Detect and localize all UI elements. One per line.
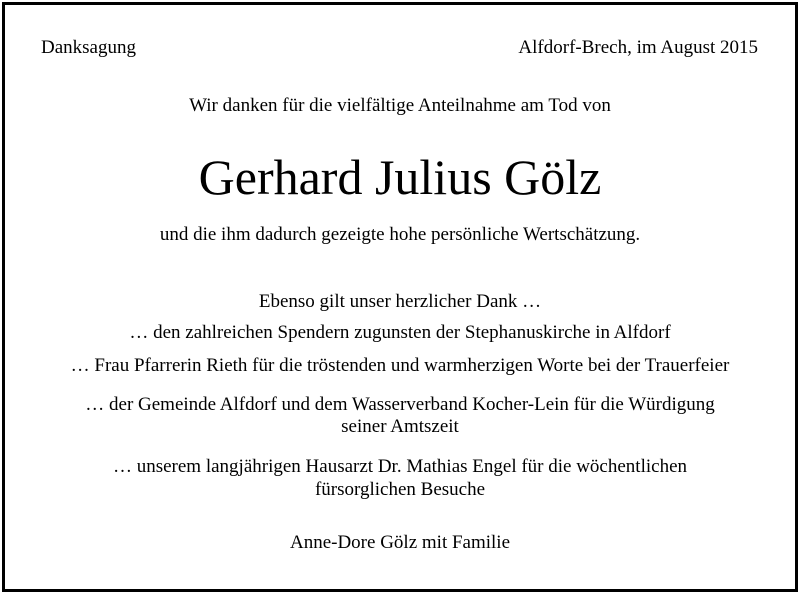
- thanks-intro: Ebenso gilt unser herzlicher Dank …: [258, 291, 542, 312]
- signature: Anne-Dore Gölz mit Familie: [289, 532, 511, 553]
- obituary-thank-you-notice: [2, 2, 798, 592]
- place-date: Alfdorf-Brech, im August 2015: [518, 37, 758, 58]
- intro-text: Wir danken für die vielfältige Anteilnahme am Tod von: [189, 95, 611, 116]
- thanks-item-pastor: … Frau Pfarrerin Rieth für die tröstenden und warmherzigen Worte bei der Trauerfeier: [70, 355, 730, 376]
- thanks-item-doctor-line-2: fürsorglichen Besuche: [314, 479, 486, 500]
- notice-heading: Danksagung: [41, 37, 136, 58]
- thanks-item-municipality-line-2: seiner Amtszeit: [341, 416, 459, 437]
- thanks-item-doctor-line-1: … unserem langjährigen Hausarzt Dr. Mathias Engel für die wöchentlichen: [112, 456, 688, 477]
- appreciation-text: und die ihm dadurch gezeigte hohe persönliche Wertschätzung.: [159, 224, 641, 245]
- deceased-name: Gerhard Julius Gölz: [198, 149, 602, 205]
- thanks-item-municipality-line-1: … der Gemeinde Alfdorf und dem Wasserverband Kocher-Lein für die Würdigung: [85, 394, 715, 415]
- thanks-item-donors: … den zahlreichen Spendern zugunsten der Stephanuskirche in Alfdorf: [129, 322, 671, 343]
